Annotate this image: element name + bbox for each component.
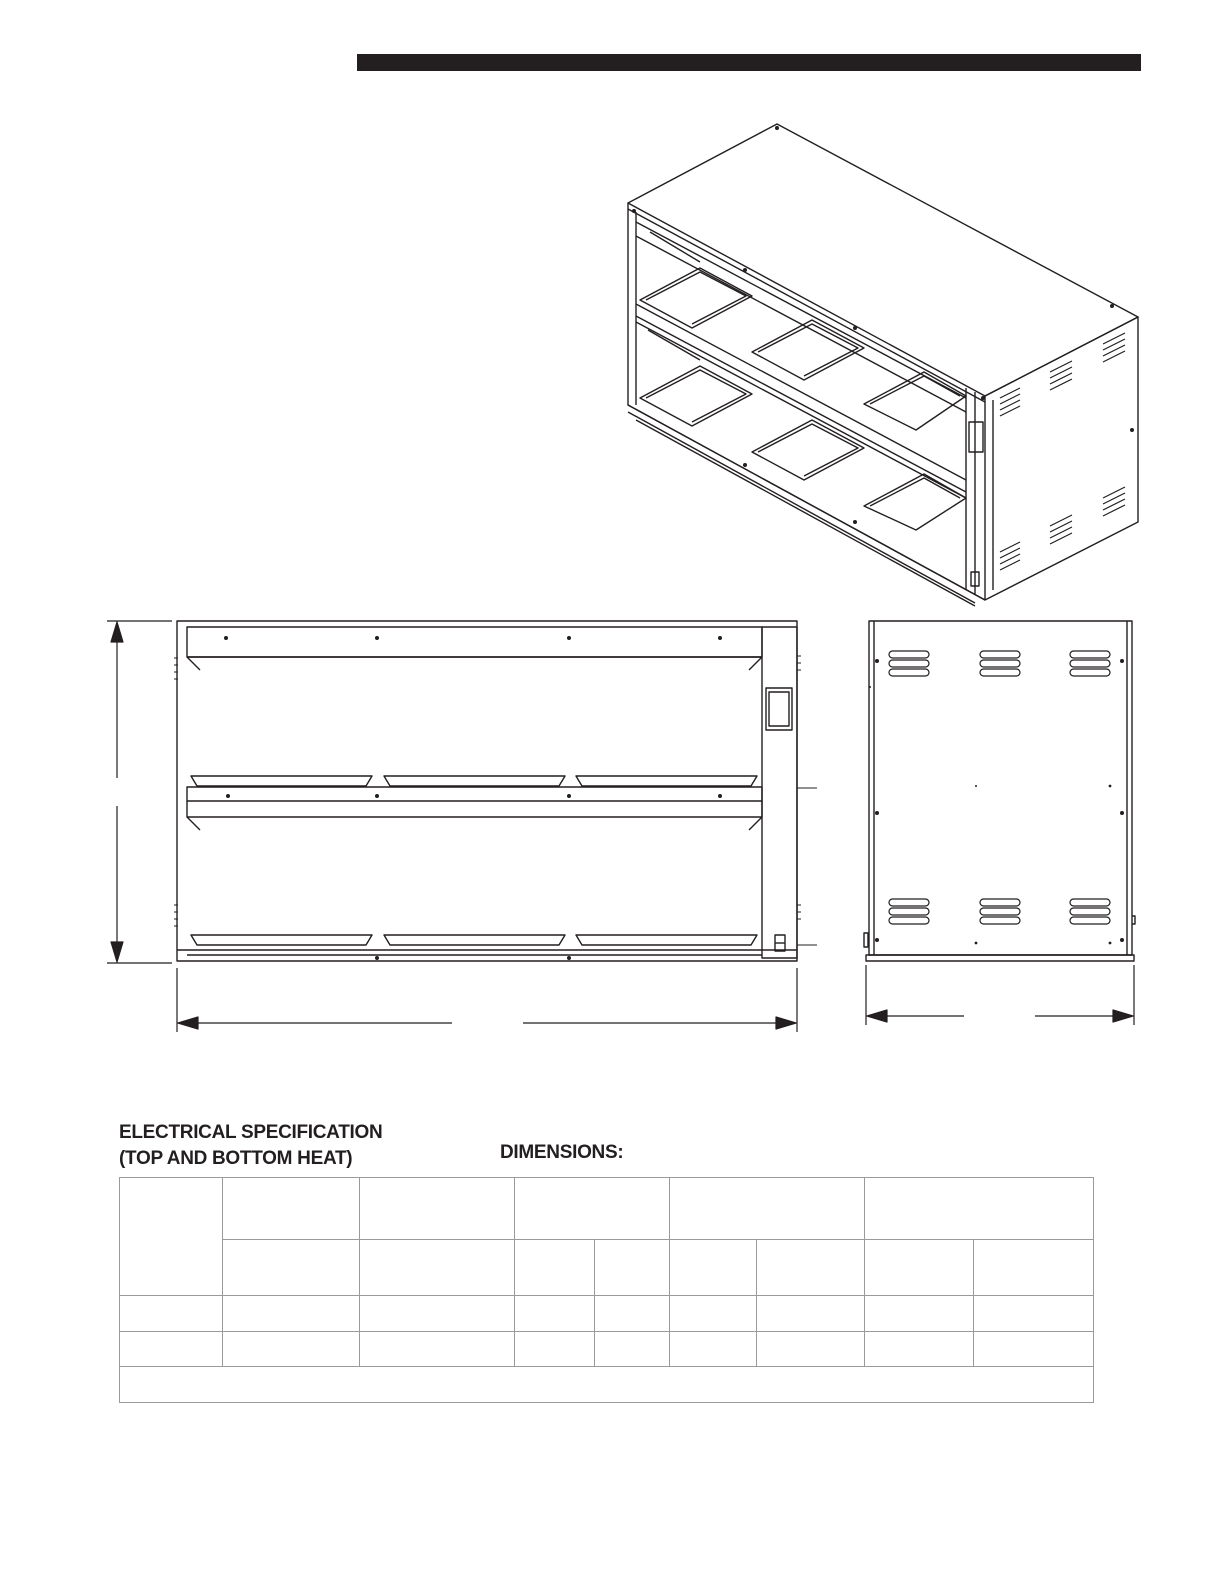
table-cell (120, 1296, 223, 1332)
table-cell (515, 1296, 595, 1332)
table-subheader-row (120, 1240, 1094, 1296)
isometric-view (628, 124, 1138, 606)
table-subheader-cell (515, 1240, 595, 1296)
table-header-cell (670, 1178, 865, 1240)
table-cell (974, 1296, 1094, 1332)
table-row (120, 1296, 1094, 1332)
table-subheader-cell (595, 1240, 670, 1296)
depth-dimension-line (866, 965, 1134, 1025)
table-cell (120, 1332, 223, 1367)
table-row (120, 1332, 1094, 1367)
width-dimension-line (177, 968, 797, 1032)
table-cell (865, 1296, 974, 1332)
table-header-cell (865, 1178, 1094, 1240)
table-subheader-cell (865, 1240, 974, 1296)
side-view (864, 621, 1135, 961)
dimensions-heading: DIMENSIONS: (500, 1142, 624, 1163)
table-cell (865, 1332, 974, 1367)
table-cell (223, 1332, 360, 1367)
table-cell (360, 1332, 515, 1367)
table-footnote-row (120, 1367, 1094, 1403)
specification-table (119, 1177, 1094, 1403)
table-cell (670, 1332, 757, 1367)
table-subheader-cell (757, 1240, 865, 1296)
table-header-cell (515, 1178, 670, 1240)
table-header-cell (360, 1178, 515, 1240)
table-subheader-cell (974, 1240, 1094, 1296)
table-cell (515, 1332, 595, 1367)
table-header-cell (223, 1178, 360, 1240)
table-cell (595, 1332, 670, 1367)
table-subheader-cell (360, 1240, 515, 1296)
electrical-specification-heading (119, 1120, 382, 1172)
electrical-heading-line1: ELECTRICAL SPECIFICATION (119, 1122, 383, 1143)
table-header-cell (120, 1178, 223, 1296)
table-cell (757, 1332, 865, 1367)
table-cell (757, 1296, 865, 1332)
table-cell (974, 1332, 1094, 1367)
table-cell (595, 1296, 670, 1332)
table-cell (223, 1296, 360, 1332)
table-subheader-cell (223, 1240, 360, 1296)
electrical-heading-line2: (TOP AND BOTTOM HEAT) (119, 1148, 353, 1169)
table-footnote-cell (120, 1367, 1094, 1403)
table-cell (360, 1296, 515, 1332)
table-cell (670, 1296, 757, 1332)
table-subheader-cell (670, 1240, 757, 1296)
height-dimension-line (107, 621, 172, 963)
front-view (174, 621, 817, 961)
table-header-row (120, 1178, 1094, 1240)
